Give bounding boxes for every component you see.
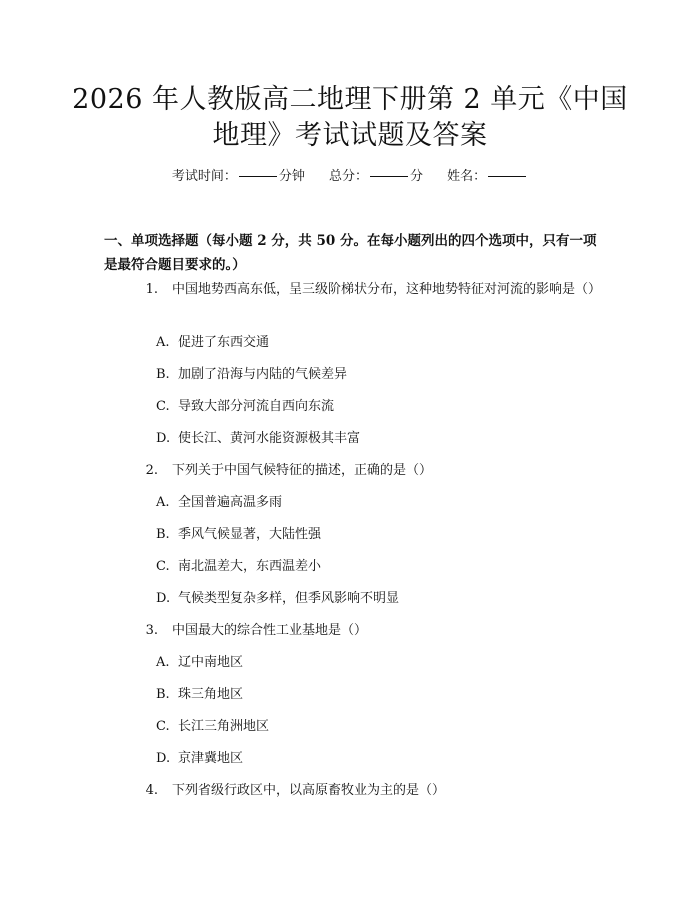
question-1-option-d xyxy=(156,429,596,449)
question-1-option-c xyxy=(156,397,596,417)
question-3 xyxy=(104,621,604,641)
question-2-option-b xyxy=(156,525,596,545)
option-text: 气候类型复杂多样，但季风影响不明显 xyxy=(178,591,400,606)
exam-score xyxy=(329,168,423,186)
time-label: 考试时间： xyxy=(171,169,237,184)
option-letter: C. xyxy=(156,719,170,734)
option-text: 加剧了沿海与内陆的气候差异 xyxy=(178,367,348,382)
option-letter: B. xyxy=(156,367,170,382)
page-title-line-1: 2026 年人教版高二地理下册第 2 单元《中国 xyxy=(72,84,628,115)
option-letter: D. xyxy=(156,591,171,606)
score-blank xyxy=(370,176,408,177)
option-letter: D. xyxy=(156,431,171,446)
question-2-option-a xyxy=(156,493,596,513)
question-3-option-c xyxy=(156,717,596,737)
option-letter: A. xyxy=(156,495,170,510)
option-letter: B. xyxy=(156,527,170,542)
score-label: 总分： xyxy=(328,169,368,184)
option-text: 季风气候显著，大陆性强 xyxy=(178,527,322,542)
option-text: 使长江、黄河水能资源极其丰富 xyxy=(178,431,361,446)
section-heading: 一、单项选择题（每小题 2 分，共 50 分。在每小题列出的四个选项中，只有一项是最符合题目要求的。） xyxy=(104,233,597,273)
question-1-option-b xyxy=(156,365,596,385)
exam-meta xyxy=(0,168,700,186)
option-letter: C. xyxy=(156,559,170,574)
question-number: 4. xyxy=(145,783,158,798)
question-2 xyxy=(104,461,604,481)
time-blank xyxy=(239,176,277,177)
question-3-option-d xyxy=(156,749,596,769)
question-3-option-b xyxy=(156,685,596,705)
option-letter: A. xyxy=(156,655,170,670)
question-4 xyxy=(104,781,604,801)
question-number: 2. xyxy=(145,463,158,478)
page-title-line-2: 地理》考试试题及答案 xyxy=(212,120,488,151)
option-letter: C. xyxy=(156,399,170,414)
option-letter: D. xyxy=(156,751,171,766)
option-text: 导致大部分河流自西向东流 xyxy=(178,399,335,414)
question-number: 1. xyxy=(145,282,158,297)
question-number: 3. xyxy=(145,623,158,638)
question-1-option-a xyxy=(156,333,596,353)
option-text: 南北温差大，东西温差小 xyxy=(178,559,322,574)
option-letter: A. xyxy=(156,335,170,350)
question-text: 下列省级行政区中，以高原畜牧业为主的是（） xyxy=(172,783,446,798)
question-2-option-d xyxy=(156,589,596,609)
option-text: 长江三角洲地区 xyxy=(178,719,270,734)
student-name xyxy=(447,168,528,186)
time-unit: 分钟 xyxy=(278,169,305,184)
option-text: 全国普遍高温多雨 xyxy=(178,495,283,510)
question-text: 中国地势西高东低，呈三级阶梯状分布，这种地势特征对河流的影响是（） xyxy=(172,282,602,297)
option-text: 辽中南地区 xyxy=(178,655,244,670)
exam-time xyxy=(172,168,305,186)
option-text: 珠三角地区 xyxy=(178,687,244,702)
question-1 xyxy=(104,280,604,300)
option-text: 促进了东西交通 xyxy=(178,335,270,350)
option-letter: B. xyxy=(156,687,170,702)
question-2-option-c xyxy=(156,557,596,577)
question-text: 下列关于中国气候特征的描述，正确的是（） xyxy=(172,463,433,478)
name-blank xyxy=(488,176,526,177)
option-text: 京津冀地区 xyxy=(178,751,244,766)
name-label: 姓名： xyxy=(447,169,487,184)
question-3-option-a xyxy=(156,653,596,673)
question-text: 中国最大的综合性工业基地是（） xyxy=(172,623,368,638)
score-unit: 分 xyxy=(410,169,424,184)
